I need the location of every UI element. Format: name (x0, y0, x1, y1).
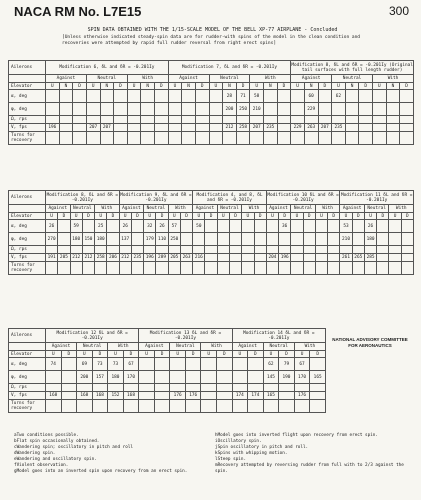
group-neutral: Neutral (86, 75, 127, 83)
footnote: jSpin oscillatory in pitch and roll. (215, 445, 309, 450)
cell-value: 207 (86, 124, 100, 132)
footnote: lSteep spin. (215, 457, 247, 462)
row-label-omega: Ω, rps (9, 384, 46, 392)
group-neutral: Neutral (332, 75, 373, 83)
row-label-phi: φ, deg (9, 371, 46, 384)
row-label-phi: φ, deg (9, 233, 46, 246)
modification-header: Modification 12 δL and δR = -0.201Iy (46, 329, 139, 343)
page-title: SPIN DATA OBTAINED WITH THE 1/15-SCALE MODEL OF THE BELL XP-77 AIRPLANE - Concluded (87, 27, 338, 33)
naca-stamp: NATIONAL ADVISORY COMMITTEE FOR AERONAUTICS (332, 337, 408, 348)
row-label-alpha: α, deg (9, 90, 46, 103)
row-label-alpha: α, deg (9, 220, 46, 233)
cell-value: 200 (223, 103, 237, 116)
cell-value: 258 (236, 124, 250, 132)
page-number: 300 (388, 4, 409, 18)
cell-value: 62 (332, 90, 346, 103)
modification-header: Modification 9, δL and δR = -0.201Iy (120, 192, 192, 203)
cell-value: 28 (223, 90, 237, 103)
modification-header: Modification 8, δL and δR = -0.201Iy (Original tail surfaces with full length rudder) (291, 62, 413, 73)
footnote: iOscillatory spin. (215, 439, 262, 444)
modification-header: Modification 4, and 8, δL and δR = -0.201Iy (193, 191, 267, 205)
cell-value: 263 (304, 124, 318, 132)
row-label-phi: φ, deg (9, 103, 46, 116)
footnote: cWandering spin; oscillatory in pitch and roll (14, 445, 133, 450)
modification-header: Modification 11 δL and δR = -0.201Iy (341, 192, 413, 203)
cell-value: 196 (46, 124, 60, 132)
cell-value: 58 (250, 90, 264, 103)
modification-header: Modification 10 δL and δR = -0.201Iy (267, 192, 339, 203)
row-label-ailerons: Ailerons (9, 61, 46, 75)
cell-value: 71 (236, 90, 250, 103)
group-against: Against (46, 75, 87, 83)
group-against: Against (168, 75, 209, 83)
cell-value: 210 (250, 103, 264, 116)
modification-header: Modification 14 δL and δR = -0.201Iy (232, 329, 325, 343)
modification-header: Modification 13 δL and δR = -0.201Iy (139, 329, 232, 343)
cell-value: 212 (223, 124, 237, 132)
table-note: [Unless otherwise indicated steady-spin data are for rudder-with spins of the model in the clean condition and recoveries were attempted by rapid full rudder reversal from right erect spins] (62, 35, 361, 46)
group-neutral: Neutral (209, 75, 250, 83)
modification-header: Modification 8, δL and δR = -0.201Iy (46, 192, 118, 203)
row-label-ailerons: Ailerons (9, 329, 46, 343)
footnote: kSpins with whipping motion. (215, 451, 288, 456)
cell-value: 250 (236, 103, 250, 116)
modification-header: Modification 6, δL and δR = -0.201Iy (46, 61, 169, 75)
row-label-elevator: Elevator (9, 213, 46, 220)
row-label-omega: Ω, rps (9, 246, 46, 254)
row-label-turns: Turns for recovery (9, 132, 46, 145)
footnote: eWandering and oscillatory spin. (14, 457, 97, 462)
row-label-turns: Turns for recovery (9, 400, 46, 413)
footnote: fViolent observation. (14, 463, 69, 468)
cell-value: 207 (250, 124, 264, 132)
footnote: dWandering spin. (14, 451, 56, 456)
row-label-velocity: V, fps (9, 392, 46, 400)
spin-table-section-3: Ailerons Modification 12 δL and δR = -0.201Iy Modification 13 δL and δR = -0.201Iy Modification 14 δL and δR = -0.201Iy Against Neutral With Against Neutral With Against Neutral With Elevator U D U D U D U D U D U D U D U D U D α, deg 74 69 73 73 67 62 79 67 φ, deg 200 157 180 170 145 190 170 165 Ω, rps V, fps 168 168 168 152 168 176 176 174 174 165 176 Turns for recovery (8, 328, 326, 413)
spin-table-section-1: Ailerons Modification 6, δL and δR = -0.201Iy Modification 7, δL and δR = -0.201Iy Modification 8, δL and δR = -0.201Iy (Original tail surfaces with full length rudder) Against Neutral With Against Neutral With Against Neutral With Elevator U N D U N D U N D U N D U N D U N D U N D U N D U N D α, deg 28 71 58 60 62 φ, deg 200 250 210 229 Ω, rps V, fps 196 207 207 212 258 207 235 229 263 207 235 Turns for recovery (8, 60, 414, 145)
row-label-alpha: α, deg (9, 358, 46, 371)
modification-header: Modification 7, δL and δR = -0.201Iy (168, 61, 291, 75)
cell-value: 60 (304, 90, 318, 103)
report-number: NACA RM No. L7E15 (14, 4, 142, 19)
group-with: With (250, 75, 291, 83)
row-label-elevator: Elevator (9, 351, 46, 358)
footnotes-right (215, 433, 415, 475)
footnote: mRecovery attempted by reversing rudder from full with to 2/3 against the spin. (215, 463, 404, 474)
footnotes-left (14, 433, 214, 475)
cell-value: 207 (100, 124, 114, 132)
footnote: hModel goes into inverted flight upon recovery from erect spin. (215, 433, 378, 438)
row-label-velocity: V, fps (9, 254, 46, 262)
footnote: gModel goes into an inverted spin upon recovery from an erect spin. (14, 469, 188, 474)
group-with: With (373, 75, 414, 83)
spin-table-section-2: Ailerons Modification 8, δL and δR = -0.201Iy Modification 9, δL and δR = -0.201Iy Modification 4, and 8, δL and δR = -0.201Iy Modification 10 δL and δR = -0.201Iy Modification 11 δL and δR = -0.201Iy Against Neutral With Against Neutral With Against Neutral With Against Neutral With Against Neutral With Elevator U D U D U D U D U D U D U D U D U D U D U D U D U D U D U D α, deg 26 59 25 26 32 26 57 50 36 53 26 φ, deg 270 180 150 180 137 179 110 250 210 180 Ω, rps V, fps 191 205 212 212 258 206 212 235 196 289 205 263 216 204 196 261 265 285 Turns for recovery (8, 190, 414, 275)
cell-value: 207 (318, 124, 332, 132)
row-label-velocity: V, fps (9, 124, 46, 132)
row-label-ailerons: Ailerons (9, 191, 46, 205)
cell-value: 229 (291, 124, 305, 132)
footnote: bFlat spin occasionally obtained. (14, 439, 100, 444)
cell-value: 229 (304, 103, 318, 116)
group-with: With (127, 75, 168, 83)
footnote: aTwo conditions possible. (14, 433, 79, 438)
row-label-turns: Turns for recovery (9, 262, 46, 275)
row-label-elevator: Elevator (9, 83, 46, 90)
cell-value: 235 (332, 124, 346, 132)
row-label-omega: Ω, rps (9, 116, 46, 124)
group-against: Against (291, 75, 332, 83)
cell-value: 235 (264, 124, 278, 132)
